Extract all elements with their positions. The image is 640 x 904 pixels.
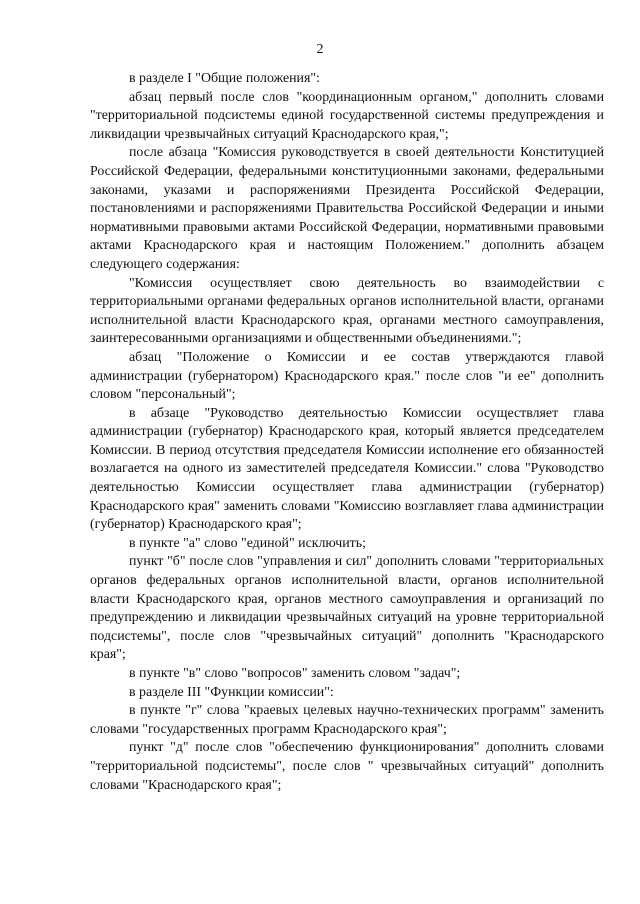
paragraph-4: "Комиссия осуществляет свою деятельность во взаимодействии с территориальными органами федеральных органов исполнительной власти, органами исполнительной власти Краснодарского края, органами местного самоуправления, заинтересованными организациями и общественными объединениями."; [90,275,604,347]
paragraph-9: в пункте "в" слово "вопросов" заменить словом "задач"; [129,666,461,681]
paragraph-7: в пункте "а" слово "единой" исключить; [129,535,366,551]
paragraph-12: пункт "д" после слов "обеспечению функционирования" дополнить словами "территориальной подсистемы", после слов " чрезвычайных ситуаций" дополнить словами "Краснодарского края"; [90,740,604,793]
paragraph-3: после абзаца "Комиссия руководствуется в своей деятельности Конституцией Российской Федерации, федеральными конституционными законами, федеральными законами, указами и распоряжениями Президента Российской Федерации, постановлениями и распоряжениями Правительства Российской Федерации и иными нормативными правовыми актами Российской Федерации, нормативными правовыми актами Краснодарского края и настоящим Положением." дополнить абзацем следующего содержания: [90,145,604,272]
paragraph-10: в разделе III "Функции комиссии": [129,684,334,700]
paragraph-8: пункт "б" после слов "управления и сил" дополнить словами "территориальных органов федеральных органов исполнительной власти, органов исполнительной власти Краснодарского края, органов местного самоуправления и организаций по предупреждению и ликвидации чрезвычайных ситуаций на уровне территориальной подсистемы", после слов "чрезвычайных ситуаций" дополнить "Краснодарского края"; [90,554,604,663]
document-body [90,70,604,795]
paragraph-6: в абзаце "Руководство деятельностью Комиссии осуществляет глава администрации (губернатор) Краснодарского края, который является председателем Комиссии. В период отсутствия председателя Комиссии исполнение его обязанностей возлагается на одного из заместителей председателя Комиссии." слова "Руководство деятельностью Комиссии осуществляет глава администрации (губернатор) Краснодарского края" заменить словами "Комиссию возглавляет глава администрации (губернатор) Краснодарского края"; [90,405,604,533]
paragraph-2: абзац первый после слов "координационным органом," дополнить словами "территориальной подсистемы единой государственной системы предупреждения и ликвидации чрезвычайных ситуаций Краснодарского края,"; [90,89,604,142]
paragraph-11: в пункте "г" слова "краевых целевых научно-технических программ" заменить словами "государственных программ Краснодарского края"; [90,703,604,737]
page-number: 2 [316,42,324,57]
paragraph-1: в разделе I "Общие положения": [129,71,320,86]
paragraph-5: абзац "Положение о Комиссии и ее состав утверждаются главой администрации (губернатором) Краснодарского края." после слов "и ее" дополнить словом "персональный"; [90,349,604,403]
